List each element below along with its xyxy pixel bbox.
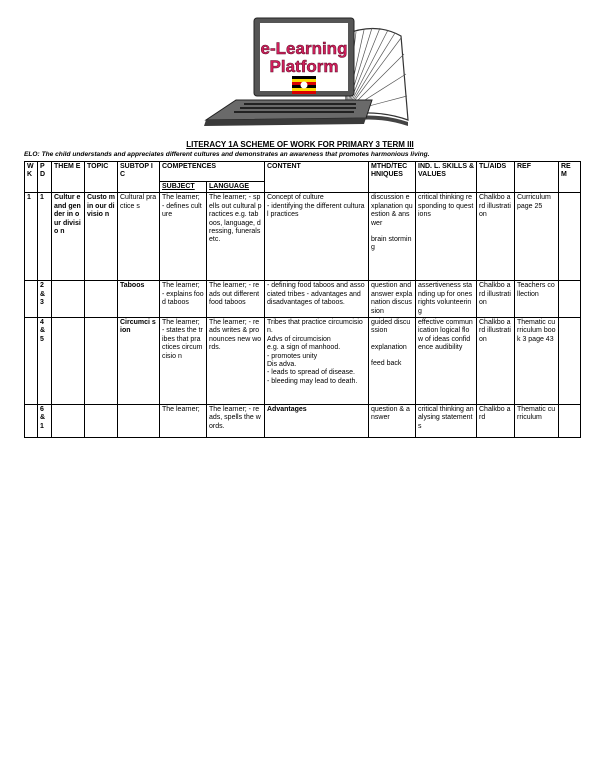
elo-statement: ELO: The child understands and appreciates different cultures and demonstrates an awareness that promotes harmonious living.	[24, 151, 430, 158]
cell-ref: Teachers collection	[515, 281, 559, 318]
cell-pd: 6 & 1	[38, 405, 52, 438]
content-text: - leads to spread of disease.	[267, 369, 355, 377]
cell-theme: Cultur e and gender in our divisio n	[52, 193, 85, 281]
table-row	[25, 405, 581, 438]
cell-methods: question & answer	[369, 405, 416, 438]
cell-methods	[369, 193, 416, 281]
cell-theme	[52, 405, 85, 438]
logo-line2: Platform	[269, 57, 339, 76]
cell-methods: question and answer explanation discussion	[369, 281, 416, 318]
cell-topic	[85, 318, 118, 405]
cell-methods	[369, 318, 416, 405]
content-title: Concept of culture	[267, 194, 324, 202]
header-ref: REF	[515, 162, 559, 193]
cell-subtopic: Taboos	[118, 281, 160, 318]
cell-topic	[85, 405, 118, 438]
cell-wk	[25, 318, 38, 405]
cell-skills: critical thinking responding to questions	[416, 193, 477, 281]
cell-subject: The learner; - states the tribes that practices circumcisio n	[160, 318, 207, 405]
cell-subject: The learner;	[160, 405, 207, 438]
cell-language: The learner; - reads out different food taboos	[207, 281, 265, 318]
header-language: LANGUAGE	[207, 182, 265, 193]
cell-skills: critical thinking analysing statements	[416, 405, 477, 438]
header-subject: SUBJECT	[160, 182, 207, 193]
table-row	[25, 318, 581, 405]
methods-text: feed back	[371, 360, 402, 368]
cell-pd: 1	[38, 193, 52, 281]
content-text: e.g. a sign of manhood.	[267, 344, 341, 352]
cell-tlaids: Chalkbo ard illustrati on	[477, 193, 515, 281]
cell-pd: 4 & 5	[38, 318, 52, 405]
cell-wk	[25, 281, 38, 318]
cell-rem	[559, 405, 581, 438]
scheme-of-work-table	[24, 161, 581, 438]
cell-content: - defining food taboos and associated tribes - advantages and disadvantages of taboos.	[265, 281, 369, 318]
cell-subject: The learner; - explains food taboos	[160, 281, 207, 318]
content-text: - bleeding may lead to death.	[267, 377, 358, 385]
cell-language: The learner; - reads, spells the words.	[207, 405, 265, 438]
cell-wk	[25, 405, 38, 438]
content-text: Tribes that practice circumcision.	[267, 319, 363, 335]
cell-subtopic	[118, 405, 160, 438]
cell-ref: Thematic curriculum	[515, 405, 559, 438]
header-skills: IND. L. SKILLS & VALUES	[416, 162, 477, 193]
cell-pd: 2 & 3	[38, 281, 52, 318]
cell-subtopic: Circumci sion	[118, 318, 160, 405]
cell-ref: Curriculum page 25	[515, 193, 559, 281]
table-row	[25, 193, 581, 281]
elearning-platform-logo	[196, 14, 414, 134]
cell-topic	[85, 281, 118, 318]
header-competences: COMPETENCES	[160, 162, 265, 182]
cell-content	[265, 318, 369, 405]
methods-text: brain storming	[371, 236, 412, 252]
header-pd: P D	[38, 162, 52, 193]
document-title: LITERACY 1A SCHEME OF WORK FOR PRIMARY 3 TERM III	[186, 140, 414, 149]
header-tlaids: TL/AIDS	[477, 162, 515, 193]
cell-wk: 1	[25, 193, 38, 281]
methods-text: explanation	[371, 343, 407, 351]
header-content: CONTENT	[265, 162, 369, 193]
content-text: - promotes unity	[267, 352, 318, 360]
uganda-flag-icon	[292, 76, 316, 94]
header-topic: TOPIC	[85, 162, 118, 193]
cell-rem	[559, 318, 581, 405]
cell-topic: Custo m in our divisio n	[85, 193, 118, 281]
cell-rem	[559, 193, 581, 281]
cell-language: The learner; - reads writes & pronounces new words.	[207, 318, 265, 405]
cell-tlaids: Chalkbo ard illustrati on	[477, 281, 515, 318]
cell-skills: assertiveness standing up for ones rights volunteering	[416, 281, 477, 318]
cell-theme	[52, 318, 85, 405]
cell-tlaids: Chalkbo ard illustrati on	[477, 318, 515, 405]
cell-ref: Thematic curriculum book 3 page 43	[515, 318, 559, 405]
methods-text: guided discussion	[371, 319, 411, 335]
cell-content	[265, 193, 369, 281]
header-wk: W K	[25, 162, 38, 193]
content-text: - identifying the different cultural practices	[267, 202, 365, 219]
methods-text: discussion explanation question & answer	[371, 194, 413, 227]
table-row	[25, 281, 581, 318]
header-row	[25, 162, 581, 182]
header-subtopic: SUBTOP IC	[118, 162, 160, 193]
cell-content: Advantages	[265, 405, 369, 438]
header-rem: RE M	[559, 162, 581, 193]
header-methods: MTHD/TEC HNIQUES	[369, 162, 416, 193]
cell-theme	[52, 281, 85, 318]
header-theme: THEM E	[52, 162, 85, 193]
content-text: Dis adva.	[267, 361, 297, 369]
cell-skills: effective communication logical flow of ideas confidence audibility	[416, 318, 477, 405]
cell-subject: The learner; - defines culture	[160, 193, 207, 281]
cell-tlaids: Chalkbo ard	[477, 405, 515, 438]
logo-line1: e-Learning	[260, 39, 348, 58]
cell-language: The learner; - spells out cultural practices e.g. taboos, language, dressing, funerals etc.	[207, 193, 265, 281]
cell-rem	[559, 281, 581, 318]
content-heading: Advs of circumcision	[267, 335, 331, 343]
cell-subtopic: Cultural practice s	[118, 193, 160, 281]
